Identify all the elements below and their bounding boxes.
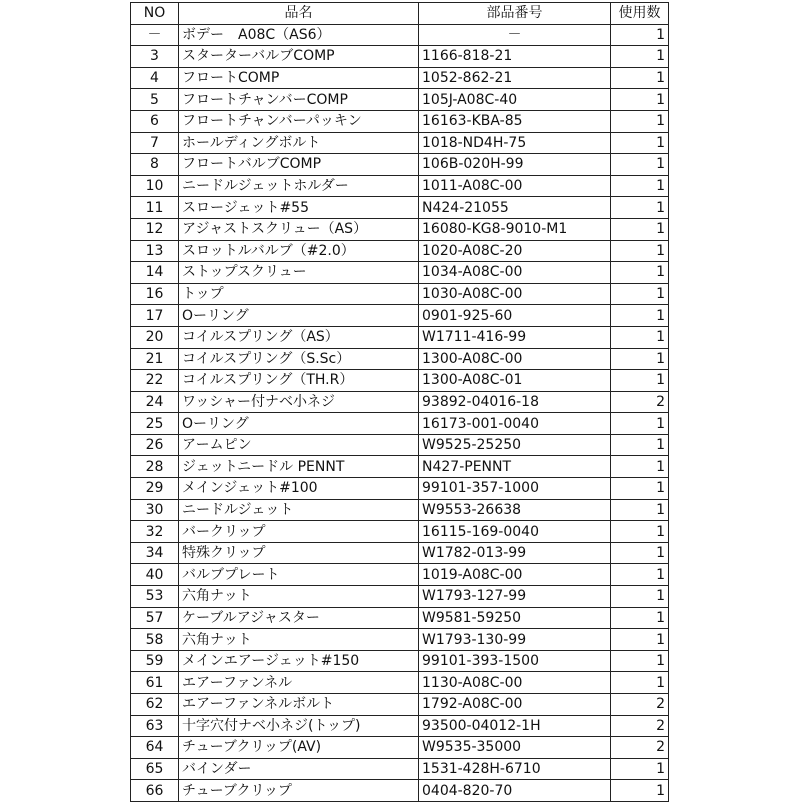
row-quantity: 1 (611, 780, 669, 802)
row-no: 61 (131, 672, 179, 694)
row-part-number: W1782-013-99 (419, 542, 611, 564)
row-part-name: フロートチャンバーCOMP (179, 89, 419, 111)
row-quantity: 1 (611, 478, 669, 500)
table-row (131, 89, 669, 111)
row-quantity: 1 (611, 521, 669, 543)
row-part-name: ジェットニードル PENNT (179, 456, 419, 478)
table-row (131, 283, 669, 305)
table-row (131, 262, 669, 284)
row-part-number: 1030-A08C-00 (419, 283, 611, 305)
row-no: 40 (131, 564, 179, 586)
row-part-number: 1300-A08C-01 (419, 370, 611, 392)
row-part-number: 16163-KBA-85 (419, 110, 611, 132)
row-part-name: フロートバルブCOMP (179, 154, 419, 176)
row-part-number: 1034-A08C-00 (419, 262, 611, 284)
row-part-name: 特殊クリップ (179, 542, 419, 564)
row-part-name: アームピン (179, 434, 419, 456)
table-row (131, 175, 669, 197)
row-part-number: － (419, 24, 611, 46)
row-part-name: チューブクリップ(AV) (179, 737, 419, 759)
row-part-number: 0901-925-60 (419, 305, 611, 327)
row-quantity: 2 (611, 391, 669, 413)
row-quantity: 1 (611, 67, 669, 89)
row-no: 58 (131, 629, 179, 651)
row-no: 20 (131, 326, 179, 348)
row-part-name: チューブクリップ (179, 780, 419, 802)
row-part-name: スロージェット#55 (179, 197, 419, 219)
table-row (131, 456, 669, 478)
row-part-name: ニードルジェット (179, 499, 419, 521)
row-no: 62 (131, 694, 179, 716)
table-row (131, 132, 669, 154)
parts-table (130, 2, 669, 802)
table-row (131, 542, 669, 564)
row-part-number: 16115-169-0040 (419, 521, 611, 543)
row-part-name: ボデー A08C（AS6） (179, 24, 419, 46)
row-no: 66 (131, 780, 179, 802)
row-quantity: 1 (611, 370, 669, 392)
row-part-number: 93500-04012-1H (419, 715, 611, 737)
row-part-name: メインエアージェット#150 (179, 650, 419, 672)
table-row (131, 240, 669, 262)
row-part-number: 99101-393-1500 (419, 650, 611, 672)
header-row (131, 3, 669, 25)
row-quantity: 1 (611, 326, 669, 348)
row-part-name: ストップスクリュー (179, 262, 419, 284)
row-part-number: 1300-A08C-00 (419, 348, 611, 370)
row-quantity: 1 (611, 586, 669, 608)
row-quantity: 1 (611, 456, 669, 478)
row-part-name: スロットルバルブ（#2.0） (179, 240, 419, 262)
row-part-name: 六角ナット (179, 586, 419, 608)
table-row (131, 67, 669, 89)
row-part-number: 105J-A08C-40 (419, 89, 611, 111)
row-no: 14 (131, 262, 179, 284)
row-part-name: トップ (179, 283, 419, 305)
table-row (131, 672, 669, 694)
row-no: 11 (131, 197, 179, 219)
table-row (131, 24, 669, 46)
row-part-name: エアーファンネル (179, 672, 419, 694)
row-part-number: W1793-130-99 (419, 629, 611, 651)
table-row (131, 391, 669, 413)
row-quantity: 1 (611, 348, 669, 370)
row-no: 6 (131, 110, 179, 132)
parts-table-header (131, 3, 669, 25)
row-no: 57 (131, 607, 179, 629)
row-part-name: フロートCOMP (179, 67, 419, 89)
table-row (131, 46, 669, 68)
row-no: 53 (131, 586, 179, 608)
row-no: 29 (131, 478, 179, 500)
header-quantity: 使用数 (611, 3, 669, 25)
row-part-number: 1166-818-21 (419, 46, 611, 68)
table-row (131, 110, 669, 132)
row-no: 21 (131, 348, 179, 370)
row-quantity: 1 (611, 175, 669, 197)
row-no: 63 (131, 715, 179, 737)
row-quantity: 1 (611, 89, 669, 111)
row-part-number: N424-21055 (419, 197, 611, 219)
row-quantity: 1 (611, 154, 669, 176)
row-quantity: 1 (611, 413, 669, 435)
row-part-number: 99101-357-1000 (419, 478, 611, 500)
row-part-name: コイルスプリング（TH.R） (179, 370, 419, 392)
row-part-number: 1052-862-21 (419, 67, 611, 89)
parts-table-body (131, 24, 669, 801)
row-part-name: ニードルジェットホルダー (179, 175, 419, 197)
row-part-number: W9553-26638 (419, 499, 611, 521)
row-part-name: バークリップ (179, 521, 419, 543)
row-quantity: 1 (611, 262, 669, 284)
table-row (131, 694, 669, 716)
table-row (131, 780, 669, 802)
table-row (131, 737, 669, 759)
row-part-number: 1531-428H-6710 (419, 758, 611, 780)
row-quantity: 1 (611, 607, 669, 629)
row-quantity: 1 (611, 564, 669, 586)
row-part-name: スターターバルブCOMP (179, 46, 419, 68)
row-part-name: バルブプレート (179, 564, 419, 586)
table-row (131, 650, 669, 672)
row-quantity: 1 (611, 283, 669, 305)
row-part-number: W9535-35000 (419, 737, 611, 759)
table-row (131, 370, 669, 392)
row-quantity: 1 (611, 240, 669, 262)
row-no: 13 (131, 240, 179, 262)
row-no: 28 (131, 456, 179, 478)
row-part-number: 1020-A08C-20 (419, 240, 611, 262)
row-part-name: Oーリング (179, 413, 419, 435)
row-part-name: Oーリング (179, 305, 419, 327)
row-quantity: 1 (611, 110, 669, 132)
row-no: 17 (131, 305, 179, 327)
row-quantity: 1 (611, 46, 669, 68)
row-quantity: 1 (611, 305, 669, 327)
table-row (131, 499, 669, 521)
row-no: 25 (131, 413, 179, 435)
table-row (131, 305, 669, 327)
row-quantity: 1 (611, 650, 669, 672)
row-part-number: 1011-A08C-00 (419, 175, 611, 197)
row-part-number: 1792-A08C-00 (419, 694, 611, 716)
row-quantity: 1 (611, 218, 669, 240)
row-no: 64 (131, 737, 179, 759)
row-no: － (131, 24, 179, 46)
row-part-name: メインジェット#100 (179, 478, 419, 500)
row-quantity: 1 (611, 542, 669, 564)
row-part-number: W9525-25250 (419, 434, 611, 456)
row-no: 12 (131, 218, 179, 240)
row-part-number: 16173-001-0040 (419, 413, 611, 435)
row-no: 3 (131, 46, 179, 68)
row-no: 24 (131, 391, 179, 413)
table-row (131, 197, 669, 219)
row-part-name: ケーブルアジャスター (179, 607, 419, 629)
row-part-number: 16080-KG8-9010-M1 (419, 218, 611, 240)
row-part-name: コイルスプリング（AS） (179, 326, 419, 348)
row-part-name: ワッシャー付ナベ小ネジ (179, 391, 419, 413)
row-quantity: 1 (611, 672, 669, 694)
row-part-name: 六角ナット (179, 629, 419, 651)
row-no: 34 (131, 542, 179, 564)
row-part-number: W1793-127-99 (419, 586, 611, 608)
row-no: 10 (131, 175, 179, 197)
row-no: 7 (131, 132, 179, 154)
row-part-name: アジャストスクリュー（AS） (179, 218, 419, 240)
row-no: 16 (131, 283, 179, 305)
row-part-name: エアーファンネルボルト (179, 694, 419, 716)
row-no: 22 (131, 370, 179, 392)
row-part-number: 1130-A08C-00 (419, 672, 611, 694)
row-part-name: ホールディングボルト (179, 132, 419, 154)
table-row (131, 758, 669, 780)
row-part-name: フロートチャンバーパッキン (179, 110, 419, 132)
row-quantity: 1 (611, 197, 669, 219)
row-part-number: N427-PENNT (419, 456, 611, 478)
row-quantity: 1 (611, 499, 669, 521)
table-row (131, 413, 669, 435)
table-row (131, 607, 669, 629)
table-row (131, 154, 669, 176)
row-no: 30 (131, 499, 179, 521)
header-part-number: 部品番号 (419, 3, 611, 25)
table-row (131, 218, 669, 240)
row-no: 32 (131, 521, 179, 543)
row-quantity: 1 (611, 758, 669, 780)
row-part-number: 1019-A08C-00 (419, 564, 611, 586)
row-part-name: バインダー (179, 758, 419, 780)
table-row (131, 434, 669, 456)
row-part-number: 106B-020H-99 (419, 154, 611, 176)
table-row (131, 521, 669, 543)
row-quantity: 2 (611, 737, 669, 759)
row-quantity: 2 (611, 694, 669, 716)
table-row (131, 478, 669, 500)
row-part-name: コイルスプリング（S.Sc） (179, 348, 419, 370)
row-no: 59 (131, 650, 179, 672)
row-part-number: 93892-04016-18 (419, 391, 611, 413)
row-no: 8 (131, 154, 179, 176)
row-part-number: W1711-416-99 (419, 326, 611, 348)
table-row (131, 564, 669, 586)
row-no: 65 (131, 758, 179, 780)
row-quantity: 1 (611, 132, 669, 154)
row-quantity: 1 (611, 24, 669, 46)
row-part-number: W9581-59250 (419, 607, 611, 629)
table-row (131, 629, 669, 651)
header-name: 品名 (179, 3, 419, 25)
row-part-name: 十字穴付ナベ小ネジ(トップ) (179, 715, 419, 737)
table-row (131, 348, 669, 370)
row-quantity: 2 (611, 715, 669, 737)
row-part-number: 1018-ND4H-75 (419, 132, 611, 154)
table-row (131, 715, 669, 737)
row-no: 5 (131, 89, 179, 111)
row-part-number: 0404-820-70 (419, 780, 611, 802)
row-quantity: 1 (611, 629, 669, 651)
header-no: NO (131, 3, 179, 25)
table-row (131, 586, 669, 608)
row-no: 26 (131, 434, 179, 456)
row-quantity: 1 (611, 434, 669, 456)
table-row (131, 326, 669, 348)
row-no: 4 (131, 67, 179, 89)
